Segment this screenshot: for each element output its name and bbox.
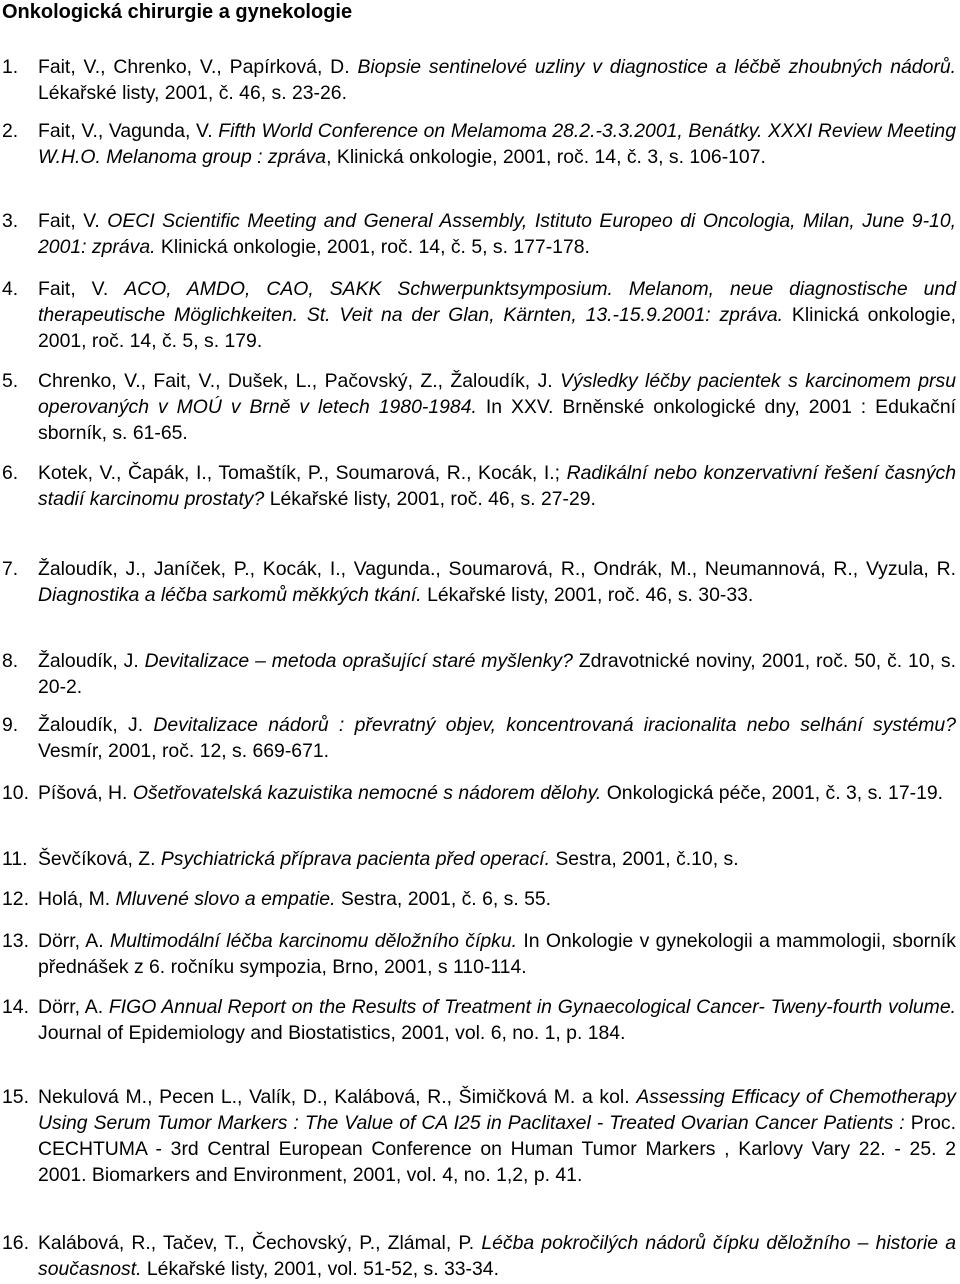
- reference-source: Lékařské listy, 2001, roč. 46, s. 27-29.: [264, 488, 596, 510]
- reference-source: Lékařské listy, 2001, č. 46, s. 23-26.: [38, 82, 347, 104]
- reference-text: [38, 118, 956, 170]
- reference-number: 11.: [2, 848, 28, 870]
- reference-source: Zdravotnické noviny, 2001, roč. 50, č. 10, s. 20-2.: [38, 650, 956, 698]
- reference-title: Mluvené slovo a empatie.: [115, 888, 336, 910]
- reference-source: , Klinická onkologie, 2001, roč. 14, č. 3, s. 106-107.: [326, 146, 766, 168]
- reference-title: ACO, AMDO, CAO, SAKK Schwerpunktsymposium. Melanom, neue diagnostische und therapeutische Möglichkeiten. St. Veit na der Glan, Kärnten, 13.-15.9.2001: zpráva.: [38, 278, 956, 326]
- reference-source: In Onkologie v gynekologii a mammologii, sborník přednášek z 6. ročníku sympozia, Brno, 2001, s 110-114.: [38, 930, 956, 978]
- reference-authors: Kalábová, R., Tačev, T., Čechovský, P., Zlámal, P.: [38, 1232, 482, 1254]
- reference-source: Sestra, 2001, č. 6, s. 55.: [335, 888, 552, 910]
- reference-text: [38, 368, 956, 446]
- reference-text: [38, 928, 956, 980]
- reference-authors: Fait, V., Chrenko, V., Papírková, D.: [38, 56, 358, 78]
- reference-source: Journal of Epidemiology and Biostatistics, 2001, vol. 6, no. 1, p. 184.: [38, 1022, 626, 1044]
- reference-title: Fifth World Conference on Melamoma 28.2.-3.3.2001, Benátky. XXXI Review Meeting W.H.O. Melanoma group : zpráva: [38, 120, 956, 168]
- reference-authors: Chrenko, V., Fait, V., Dušek, L., Pačovský, Z., Žaloudík, J.: [38, 370, 561, 392]
- reference-title: Radikální nebo konzervativní řešení časných stadií karcinomu prostaty?: [38, 462, 956, 510]
- reference-authors: Žaloudík, J., Janíček, P., Kocák, I., Vagunda., Soumarová, R., Ondrák, M., Neumannová, R., Vyzula, R.: [38, 558, 956, 580]
- reference-number: 4.: [2, 278, 19, 300]
- reference-authors: Fait, V.: [38, 278, 125, 300]
- reference-title: Léčba pokročilých nádorů čípku děložního – historie a současnost.: [38, 1232, 956, 1280]
- reference-title: Výsledky léčby pacientek s karcinomem prsu operovaných v MOÚ v Brně v letech 1980-1984.: [38, 370, 956, 418]
- reference-text: [38, 1084, 956, 1188]
- reference-number: 9.: [2, 714, 19, 736]
- reference-title: OECI Scientific Meeting and General Assembly, Istituto Europeo di Oncologia, Milan, June 9-10, 2001: zpráva.: [38, 210, 956, 258]
- reference-title: Psychiatrická příprava pacienta před operací.: [160, 848, 550, 870]
- reference-text: [38, 846, 956, 872]
- reference-number: 14.: [2, 996, 29, 1018]
- reference-authors: Nekulová M., Pecen L., Valík, D., Kalábová, R., Šimičková M. a kol.: [38, 1086, 637, 1108]
- reference-text: [38, 780, 956, 806]
- reference-source: Vesmír, 2001, roč. 12, s. 669-671.: [38, 740, 330, 762]
- reference-source: Proc. CECHTUMA - 3rd Central European Conference on Human Tumor Markers , Karlovy Vary 22. - 25. 2 2001. Biomarkers and Environment, 2001, vol. 4, no. 1,2, p. 41.: [38, 1112, 956, 1186]
- reference-text: [38, 886, 956, 912]
- reference-source: In XXV. Brněnské onkologické dny, 2001 : Edukační sborník, s. 61-65.: [38, 396, 957, 444]
- reference-source: Lékařské listy, 2001, vol. 51-52, s. 33-34.: [141, 1258, 499, 1280]
- reference-title: Ošetřovatelská kazuistika nemocné s nádorem dělohy.: [132, 782, 602, 804]
- reference-number: 13.: [2, 930, 29, 952]
- reference-text: [38, 556, 956, 608]
- reference-source: Lékařské listy, 2001, roč. 46, s. 30-33.: [421, 584, 754, 606]
- reference-number: 2.: [2, 120, 19, 142]
- reference-text: [38, 208, 956, 260]
- reference-text: [38, 460, 956, 512]
- reference-number: 12.: [2, 888, 29, 910]
- reference-text: [38, 648, 956, 700]
- reference-number: 1.: [2, 56, 19, 78]
- reference-source: Klinická onkologie, 2001, roč. 14, č. 5, s. 177-178.: [155, 236, 590, 258]
- reference-authors: Kotek, V., Čapák, I., Tomaštík, P., Soumarová, R., Kocák, I.;: [38, 462, 567, 484]
- reference-number: 5.: [2, 370, 19, 392]
- reference-text: [38, 712, 956, 764]
- reference-authors: Ševčíková, Z.: [38, 848, 161, 870]
- reference-number: 10.: [2, 782, 29, 804]
- reference-number: 16.: [2, 1232, 29, 1254]
- reference-authors: Dörr, A.: [38, 930, 110, 952]
- page-title: Onkologická chirurgie a gynekologie: [2, 1, 353, 23]
- reference-number: 7.: [2, 558, 19, 580]
- reference-text: [38, 276, 956, 354]
- reference-authors: Fait, V., Vagunda, V.: [38, 120, 219, 142]
- reference-title: Diagnostika a léčba sarkomů měkkých tkání.: [38, 584, 422, 606]
- reference-source: Klinická onkologie, 2001, roč. 14, č. 5, s. 179.: [38, 304, 956, 352]
- reference-authors: Píšová, H.: [38, 782, 133, 804]
- reference-source: Onkologická péče, 2001, č. 3, s. 17-19.: [601, 782, 944, 804]
- reference-number: 15.: [2, 1086, 29, 1108]
- reference-authors: Fait, V.: [38, 210, 108, 232]
- reference-text: [38, 54, 956, 106]
- reference-source: Sestra, 2001, č.10, s.: [549, 848, 739, 870]
- reference-number: 3.: [2, 210, 19, 232]
- reference-text: [38, 994, 956, 1046]
- reference-title: Devitalizace – metoda oprašující staré myšlenky?: [144, 650, 573, 672]
- reference-authors: Holá, M.: [38, 888, 116, 910]
- reference-authors: Žaloudík, J.: [38, 650, 145, 672]
- reference-title: Assessing Efficacy of Chemotherapy Using Serum Tumor Markers : The Value of CA I25 in Paclitaxel - Treated Ovarian Cancer Patients :: [38, 1086, 957, 1134]
- reference-number: 6.: [2, 462, 19, 484]
- reference-authors: Dörr, A.: [38, 996, 109, 1018]
- reference-authors: Žaloudík, J.: [38, 714, 154, 736]
- reference-text: [38, 1230, 956, 1282]
- reference-title: Multimodální léčba karcinomu děložního čípku.: [110, 930, 517, 952]
- reference-title: Devitalizace nádorů : převratný objev, koncentrovaná iracionalita nebo selhání systému?: [153, 714, 956, 736]
- reference-title: Biopsie sentinelové uzliny v diagnostice a léčbě zhoubných nádorů.: [357, 56, 956, 78]
- reference-number: 8.: [2, 650, 19, 672]
- reference-title: FIGO Annual Report on the Results of Treatment in Gynaecological Cancer- Tweny-fourth volume.: [108, 996, 956, 1018]
